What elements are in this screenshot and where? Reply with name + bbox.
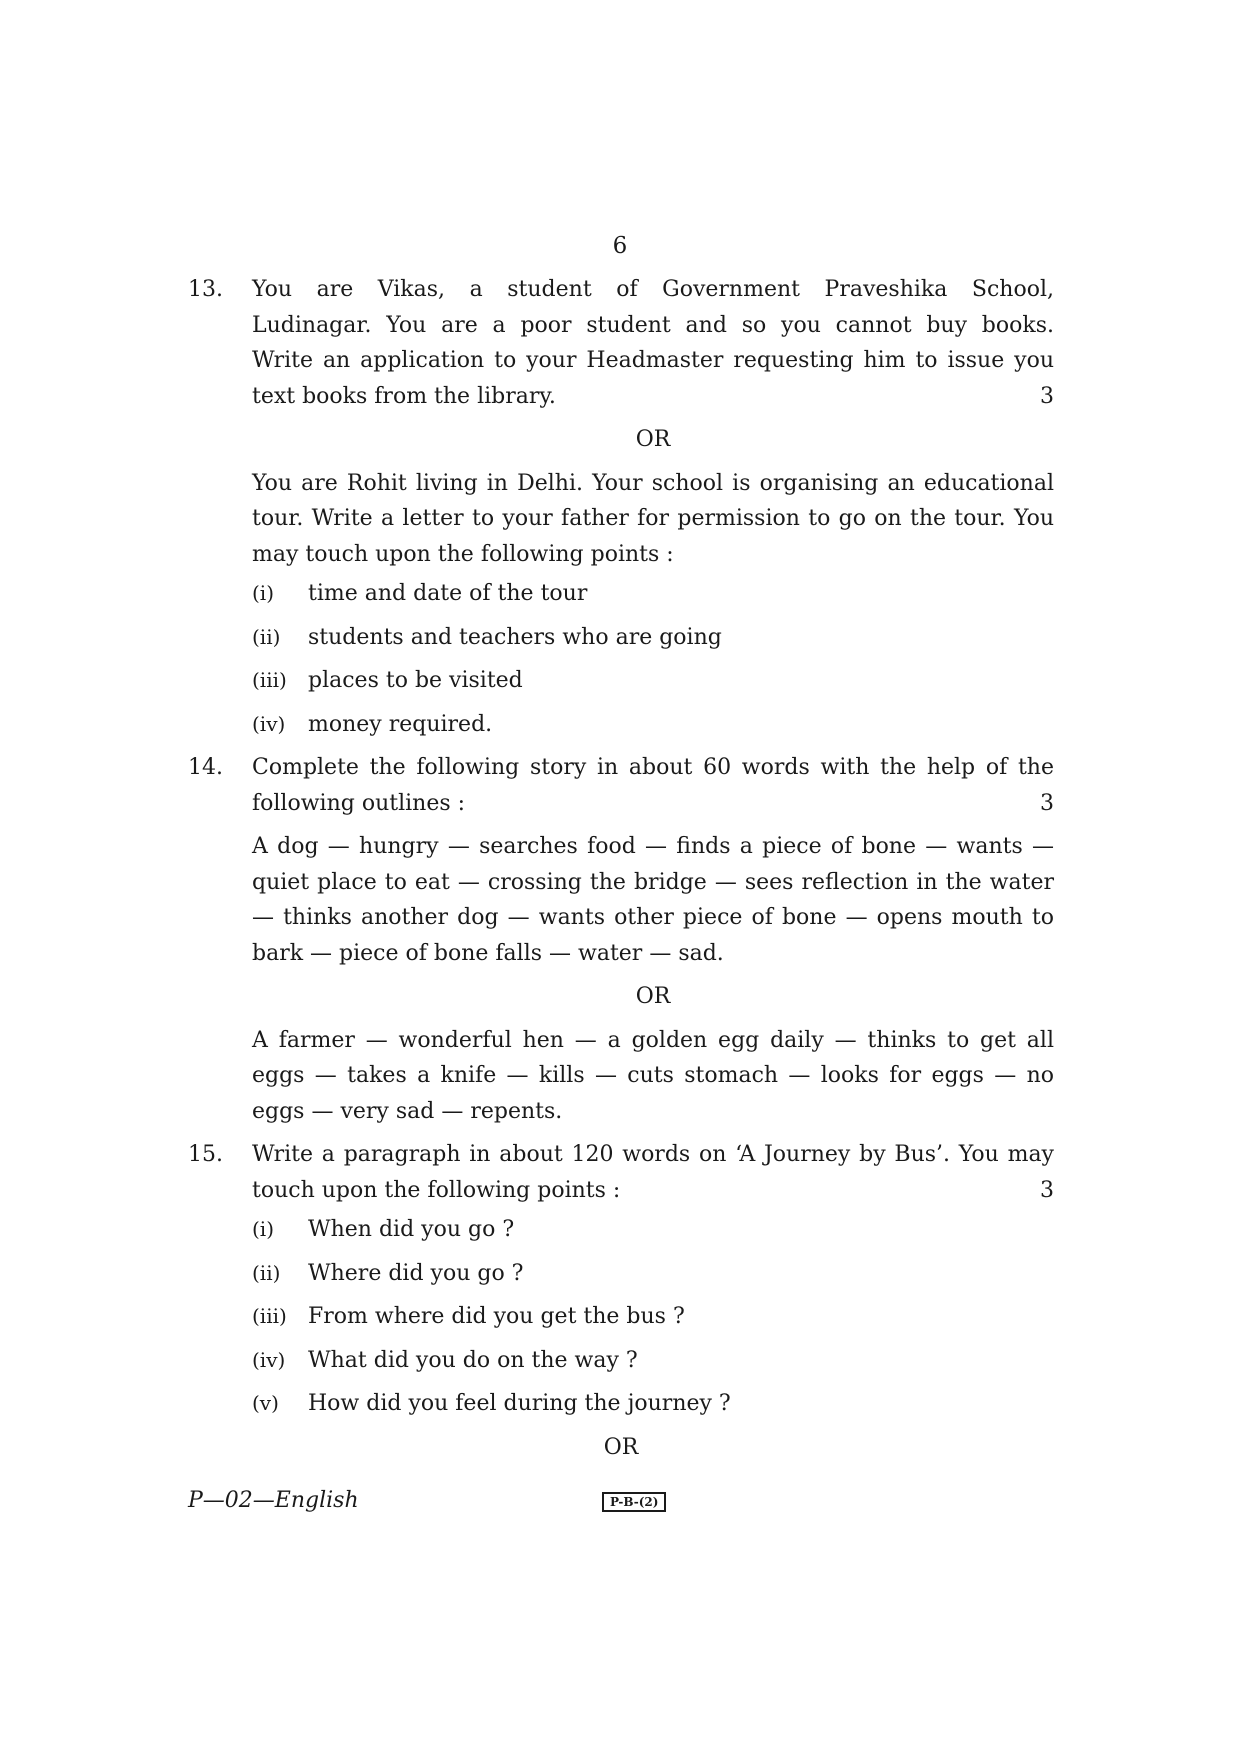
point-text: How did you feel during the journey ? bbox=[308, 1391, 731, 1416]
points-list bbox=[252, 1212, 1054, 1422]
question-15 bbox=[188, 1137, 1054, 1422]
question-number: 14. bbox=[188, 755, 223, 780]
question-text-line: You are Vikas, a student of Government Praveshika School, bbox=[252, 277, 1054, 302]
roman-numeral: (iii) bbox=[252, 1304, 287, 1328]
or-divider: OR bbox=[603, 1434, 639, 1460]
list-item bbox=[252, 1343, 1054, 1379]
alt-text-line: may touch upon the following points : bbox=[252, 541, 674, 567]
alt-text-line: eggs — takes a knife — kills — cuts stomach — looks for eggs — no bbox=[252, 1063, 1054, 1088]
question-14 bbox=[188, 750, 1054, 1129]
point-text: Where did you go ? bbox=[308, 1260, 524, 1286]
or-divider: OR bbox=[635, 984, 671, 1009]
roman-numeral: (v) bbox=[252, 1391, 279, 1415]
list-item bbox=[252, 1299, 1054, 1335]
question-content bbox=[188, 272, 1054, 1473]
list-item bbox=[252, 1386, 1054, 1422]
question-text-line: Ludinagar. You are a poor student and so you cannot buy books. bbox=[252, 312, 1054, 338]
point-text: places to be visited bbox=[308, 668, 523, 693]
roman-numeral: (i) bbox=[252, 1217, 275, 1241]
point-text: From where did you get the bus ? bbox=[308, 1304, 685, 1329]
question-text-line: text books from the library. bbox=[252, 383, 556, 409]
point-text: students and teachers who are going bbox=[308, 624, 722, 650]
marks-value: 3 bbox=[1040, 383, 1054, 409]
story-line: bark — piece of bone falls — water — sad. bbox=[252, 940, 724, 966]
story-line: A dog — hungry — searches food — finds a piece of bone — wants — bbox=[252, 834, 1054, 859]
list-item bbox=[252, 1256, 1054, 1292]
page-number: 6 bbox=[612, 233, 628, 259]
list-item bbox=[252, 663, 1054, 699]
points-list bbox=[252, 576, 1054, 742]
list-item bbox=[252, 576, 1054, 612]
marks-value: 3 bbox=[1040, 1177, 1054, 1203]
question-text-line: Write a paragraph in about 120 words on ‘A Journey by Bus’. You may bbox=[252, 1142, 1054, 1167]
point-text: money required. bbox=[308, 711, 493, 737]
question-text-line: following outlines : bbox=[252, 790, 466, 816]
point-text: What did you do on the way ? bbox=[308, 1347, 638, 1373]
story-line: — thinks another dog — wants other piece of bone — opens mouth to bbox=[252, 905, 1054, 930]
marks-line bbox=[252, 379, 1054, 415]
list-item bbox=[252, 707, 1054, 743]
roman-numeral: (ii) bbox=[252, 1260, 281, 1285]
page-footer bbox=[188, 1488, 1054, 1518]
alt-text-line: You are Rohit living in Delhi. Your school is organising an educational bbox=[252, 470, 1054, 496]
list-item bbox=[252, 1212, 1054, 1248]
marks-line bbox=[252, 786, 1054, 822]
marks-line bbox=[252, 1173, 1054, 1209]
alt-text-line: tour. Write a letter to your father for permission to go on the tour. You bbox=[252, 506, 1054, 531]
roman-numeral: (iii) bbox=[252, 668, 287, 692]
story-line: quiet place to eat — crossing the bridge — sees reflection in the water bbox=[252, 869, 1054, 895]
question-text-line: touch upon the following points : bbox=[252, 1177, 621, 1203]
or-divider: OR bbox=[635, 427, 671, 452]
question-number: 15. bbox=[188, 1142, 223, 1167]
alt-text-line: eggs — very sad — repents. bbox=[252, 1098, 563, 1124]
alt-text-line: A farmer — wonderful hen — a golden egg daily — thinks to get all bbox=[252, 1027, 1054, 1053]
question-number: 13. bbox=[188, 277, 223, 302]
roman-numeral: (ii) bbox=[252, 624, 281, 649]
point-text: time and date of the tour bbox=[308, 581, 588, 606]
point-text: When did you go ? bbox=[308, 1217, 515, 1242]
marks-value: 3 bbox=[1040, 790, 1054, 816]
roman-numeral: (iv) bbox=[252, 1347, 286, 1372]
paper-badge: P-B-(2) bbox=[602, 1492, 666, 1512]
question-text-line: Write an application to your Headmaster requesting him to issue you bbox=[252, 348, 1054, 373]
question-13 bbox=[188, 272, 1054, 742]
paper-code: P—02—English bbox=[188, 1488, 359, 1513]
roman-numeral: (iv) bbox=[252, 711, 286, 736]
roman-numeral: (i) bbox=[252, 581, 275, 605]
list-item bbox=[252, 620, 1054, 656]
question-text-line: Complete the following story in about 60 words with the help of the bbox=[252, 755, 1054, 780]
